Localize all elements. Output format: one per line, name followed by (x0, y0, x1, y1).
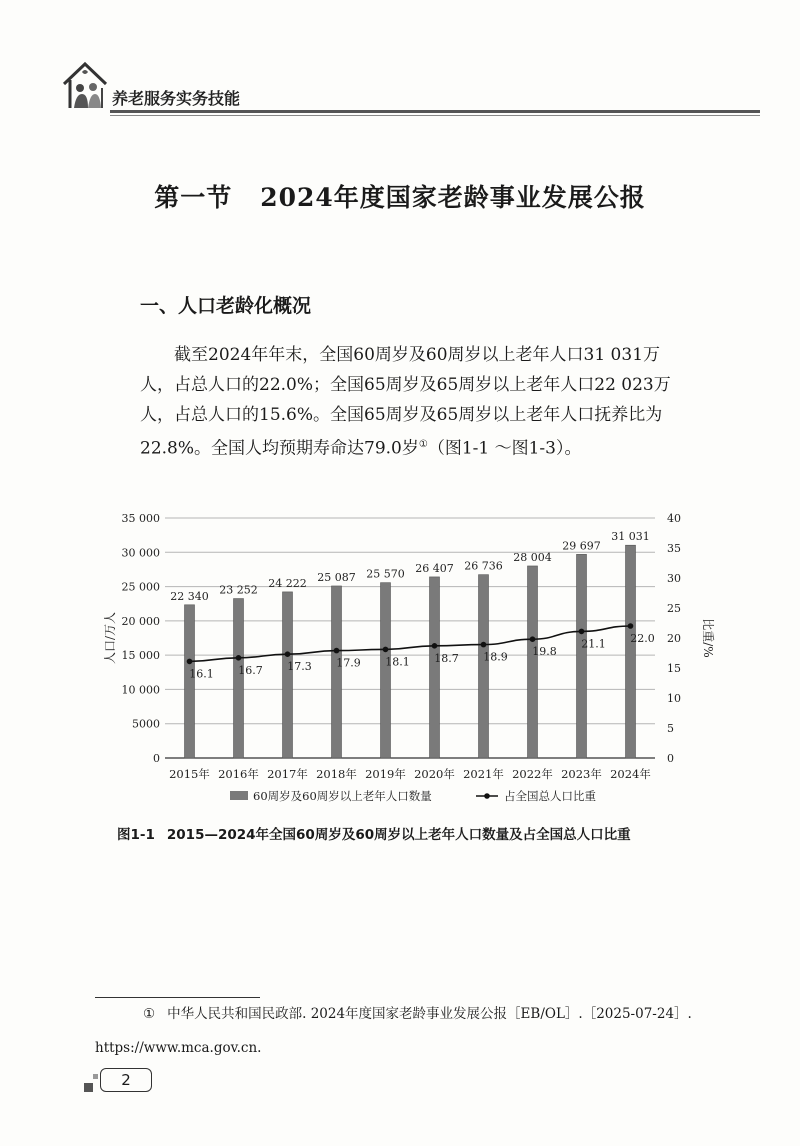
bar (479, 575, 489, 758)
body-paragraph (140, 340, 690, 464)
bar (332, 586, 342, 758)
line-point (481, 642, 487, 648)
legend-line-marker (484, 793, 490, 799)
y-left-tick-label: 0 (153, 752, 160, 765)
line-point (628, 623, 634, 629)
bar (185, 605, 195, 758)
page-decoration-small (93, 1074, 98, 1079)
line-data-label: 21.1 (581, 637, 606, 651)
line-data-label: 16.7 (238, 663, 263, 677)
x-tick-label: 2016年 (218, 767, 259, 781)
page-decoration (84, 1083, 93, 1092)
bar-data-label: 28 004 (513, 550, 552, 564)
footnote-text: 中华人民共和国民政部. 2024年度国家老龄事业发展公报［EB/OL］.［2025-07-24］. https://www.mca.gov.cn. (95, 1006, 692, 1056)
bar-data-label: 24 222 (268, 576, 307, 590)
bar (234, 599, 244, 758)
x-tick-label: 2018年 (316, 767, 357, 781)
line-data-label: 18.1 (385, 655, 410, 669)
footnote-mark: ① (143, 1006, 156, 1022)
y-right-tick-label: 0 (667, 752, 674, 765)
bar-data-label: 26 736 (464, 559, 503, 573)
y-right-tick-label: 35 (667, 542, 681, 555)
bar (577, 554, 587, 758)
y-left-axis-label: 人口/万人 (103, 611, 117, 665)
y-right-tick-label: 10 (667, 692, 681, 705)
page-number: 2 (100, 1068, 152, 1092)
line-point (432, 643, 438, 649)
y-right-tick-label: 15 (667, 662, 681, 675)
line-point (530, 636, 536, 642)
y-right-axis-label: 比重/% (701, 618, 715, 658)
bar (283, 592, 293, 758)
section-number: 第一节 (154, 183, 233, 212)
bar (430, 577, 440, 758)
caption-number: 图1-1 (117, 827, 155, 843)
bar-data-label: 22 340 (170, 589, 209, 603)
line-point (383, 647, 389, 653)
y-left-tick-label: 20 000 (121, 614, 160, 628)
header-rule-thin (110, 115, 760, 116)
line-data-label: 18.9 (483, 650, 508, 664)
line-data-label: 16.1 (189, 667, 214, 681)
caption-text: 2015—2024年全国60周岁及60周岁以上老年人口数量及占全国总人口比重 (166, 827, 631, 843)
legend-bar-swatch (230, 791, 248, 800)
x-tick-label: 2020年 (414, 767, 455, 781)
y-left-tick-label: 5000 (132, 717, 160, 731)
bar (626, 545, 636, 758)
y-right-tick-label: 20 (667, 632, 681, 645)
bar-data-label: 25 087 (317, 570, 356, 584)
line-data-label: 17.3 (287, 660, 312, 674)
line-point (236, 655, 242, 661)
elderly-care-house-icon (60, 58, 110, 110)
legend-label: 60周岁及60周岁以上老年人口数量 (253, 789, 432, 803)
x-tick-label: 2015年 (169, 767, 210, 781)
x-tick-label: 2019年 (365, 767, 406, 781)
line-data-label: 18.7 (434, 651, 459, 665)
y-right-tick-label: 40 (667, 512, 681, 525)
sub-title: 一、人口老龄化概况 (140, 295, 312, 317)
figure-caption (117, 823, 631, 843)
y-left-tick-label: 35 000 (121, 512, 160, 525)
line-data-label: 22.0 (630, 632, 655, 645)
book-title: 养老服务实务技能 (112, 89, 241, 108)
series-line (190, 626, 631, 661)
footnote (95, 992, 707, 1065)
x-tick-label: 2023年 (561, 767, 602, 781)
legend-label: 占全国总人口比重 (504, 789, 596, 803)
x-tick-label: 2024年 (610, 767, 651, 781)
y-left-tick-label: 25 000 (121, 580, 160, 594)
y-right-tick-label: 5 (667, 722, 674, 735)
y-left-tick-label: 10 000 (121, 683, 160, 697)
page-header (40, 58, 760, 118)
bar (528, 566, 538, 758)
y-right-tick-label: 25 (667, 602, 681, 615)
y-left-tick-label: 30 000 (121, 546, 160, 560)
paragraph-tail: （图1-1 ～图1-3）。 (427, 438, 582, 459)
paragraph-text: 截至2024年年末，全国60周岁及60周岁以上老年人口31 031万人，占总人口的22.0%；全国65周岁及65周岁以上老年人口22 023万人，占总人口的15.6%。全国65周岁及65周岁以上老年人口抚养比为22.8%。全国人均预期寿命达79.0岁 (140, 345, 671, 459)
line-data-label: 17.9 (336, 656, 361, 670)
bar (381, 583, 391, 758)
y-right-tick-label: 30 (667, 572, 681, 585)
header-rule (110, 110, 760, 113)
line-point (579, 629, 585, 635)
line-point (334, 648, 340, 654)
line-data-label: 19.8 (532, 645, 557, 659)
line-point (285, 651, 291, 657)
bar-data-label: 23 252 (219, 583, 258, 597)
bar-data-label: 26 407 (415, 561, 454, 575)
bar-data-label: 31 031 (611, 530, 650, 544)
footnote-ref: ① (418, 439, 428, 450)
section-title (0, 178, 800, 214)
x-tick-label: 2021年 (463, 767, 504, 781)
section-text: 2024年度国家老龄事业发展公报 (260, 183, 646, 212)
bar-data-label: 29 697 (562, 539, 601, 553)
population-chart (100, 500, 720, 820)
x-tick-label: 2022年 (512, 767, 553, 781)
x-tick-label: 2017年 (267, 767, 308, 781)
line-point (187, 659, 193, 665)
bar-data-label: 25 570 (366, 567, 405, 581)
y-left-tick-label: 15 000 (121, 649, 160, 663)
